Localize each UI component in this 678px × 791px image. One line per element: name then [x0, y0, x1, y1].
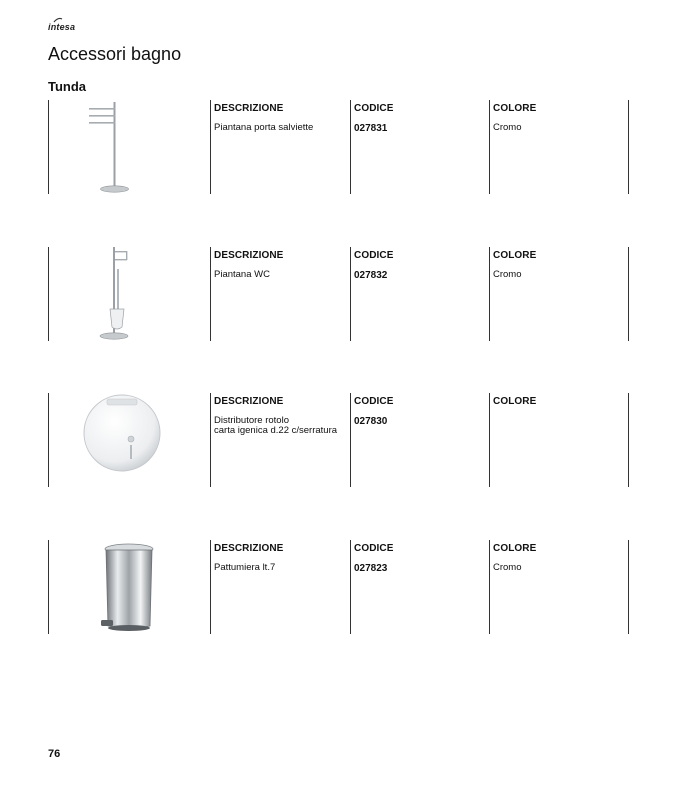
- brand-logo: [48, 22, 75, 32]
- column-rule: [489, 100, 490, 194]
- logo-swoosh-icon: [53, 17, 63, 23]
- color-header: COLORE: [493, 250, 537, 261]
- column-rule: [489, 393, 490, 487]
- product-image: [49, 247, 210, 341]
- product-image: [49, 393, 210, 487]
- product-code: 027831: [354, 123, 388, 134]
- color-header: COLORE: [493, 396, 537, 407]
- page-number: 76: [48, 748, 61, 760]
- wc-stand-icon: [49, 247, 210, 341]
- product-code: 027823: [354, 563, 388, 574]
- column-rule: [350, 247, 351, 341]
- code-header: CODICE: [354, 396, 394, 407]
- column-rule: [489, 540, 490, 634]
- color-header: COLORE: [493, 103, 537, 114]
- column-rule: [350, 540, 351, 634]
- description-header: DESCRIZIONE: [214, 103, 284, 114]
- description-header: DESCRIZIONE: [214, 250, 284, 261]
- product-image: [49, 540, 210, 634]
- product-color: Cromo: [493, 122, 522, 133]
- color-header: COLORE: [493, 543, 537, 554]
- column-rule: [210, 247, 211, 341]
- description-header: DESCRIZIONE: [214, 396, 284, 407]
- product-row: [48, 393, 630, 487]
- product-row: [48, 540, 630, 634]
- product-code: 027830: [354, 416, 388, 427]
- product-description: Piantana WC: [214, 269, 270, 280]
- description-header: DESCRIZIONE: [214, 543, 284, 554]
- product-code: 027832: [354, 270, 388, 281]
- column-rule: [628, 393, 629, 487]
- product-image: [49, 100, 210, 194]
- column-rule: [210, 393, 211, 487]
- logo-text: intesa: [48, 22, 76, 32]
- column-rule: [628, 247, 629, 341]
- towel-stand-icon: [49, 100, 210, 194]
- toilet-roll-dispenser-icon: [49, 393, 210, 487]
- column-rule: [489, 247, 490, 341]
- column-rule: [628, 540, 629, 634]
- column-rule: [628, 100, 629, 194]
- product-row: [48, 100, 630, 194]
- column-rule: [350, 393, 351, 487]
- code-header: CODICE: [354, 250, 394, 261]
- product-description: Pattumiera lt.7: [214, 562, 276, 573]
- product-color: Cromo: [493, 562, 522, 573]
- column-rule: [210, 100, 211, 194]
- product-color: Cromo: [493, 269, 522, 280]
- product-description: Distributore rotolo carta igenica d.22 c/serratura: [214, 415, 338, 436]
- code-header: CODICE: [354, 543, 394, 554]
- column-rule: [210, 540, 211, 634]
- column-rule: [350, 100, 351, 194]
- page-title: Accessori bagno: [48, 44, 182, 64]
- series-title: Tunda: [48, 79, 87, 94]
- pedal-bin-icon: [49, 540, 210, 634]
- product-description: Piantana porta salviette: [214, 122, 314, 133]
- product-row: [48, 247, 630, 341]
- code-header: CODICE: [354, 103, 394, 114]
